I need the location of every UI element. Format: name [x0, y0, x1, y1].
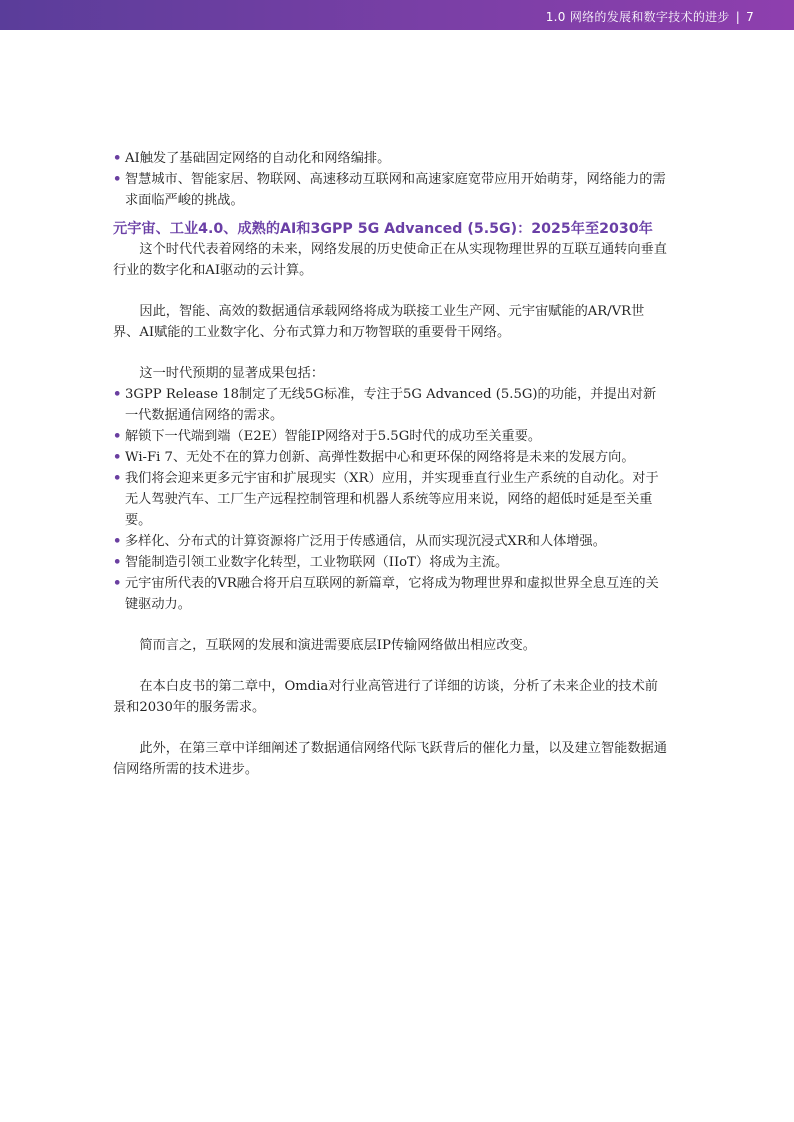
paragraph: 这个时代代表着网络的未来，网络发展的历史使命正在从实现物理世界的互联互通转向垂直行业的数字化和AI驱动的云计算。	[113, 242, 667, 278]
bullet-icon: •	[113, 387, 122, 402]
bullet-icon: •	[113, 555, 122, 570]
header-text	[546, 8, 754, 25]
list-item: • 我们将会迎来更多元宇宙和扩展现实（XR）应用，并实现垂直行业生产系统的自动化。对于无人驾驶汽车、工厂生产远程控制管理和机器人系统等应用来说，网络的超低时延是至关重要。	[113, 468, 669, 531]
bullet-icon: •	[113, 450, 122, 465]
page-content	[113, 148, 669, 780]
list-item: • 解锁下一代端到端（E2E）智能IP网络对于5.5G时代的成功至关重要。	[113, 426, 669, 447]
list-item: • Wi-Fi 7、无处不在的算力创新、高弹性数据中心和更环保的网络将是未来的发展方向。	[113, 447, 669, 468]
bullet-icon: •	[113, 151, 122, 166]
paragraph: 这一时代预期的显著成果包括：	[139, 366, 325, 381]
bullet-icon: •	[113, 534, 122, 549]
bullet-icon: •	[113, 429, 122, 444]
list-item: • 智慧城市、智能家居、物联网、高速移动互联网和高速家庭宽带应用开始萌芽，网络能力的需求面临严峻的挑战。	[113, 169, 669, 211]
header-bar	[0, 0, 794, 30]
list-item: • AI触发了基础固定网络的自动化和网络编排。	[113, 148, 669, 169]
paragraph: 在本白皮书的第二章中，Omdia对行业高管进行了详细的访谈，分析了未来企业的技术前景和2030年的服务需求。	[113, 679, 658, 715]
paragraph: 简而言之，互联网的发展和演进需要底层IP传输网络做出相应改变。	[139, 638, 536, 653]
list-item: • 3GPP Release 18制定了无线5G标准，专注于5G Advanced (5.5G)的功能，并提出对新一代数据通信网络的需求。	[113, 384, 669, 426]
section-title: 1.0 网络的发展和数字技术的进步	[545, 10, 730, 24]
header-separator: |	[735, 10, 741, 24]
bullet-icon: •	[113, 471, 122, 486]
bullet-icon: •	[113, 172, 122, 187]
section-heading: 元宇宙、工业4.0、成熟的AI和3GPP 5G Advanced (5.5G)：2025年至2030年	[113, 221, 653, 237]
outcomes-bullet-list	[113, 384, 669, 615]
bullet-icon: •	[113, 576, 122, 591]
intro-bullet-list	[113, 148, 669, 211]
page-number: 7	[746, 10, 754, 24]
paragraph: 因此，智能、高效的数据通信承载网络将成为联接工业生产网、元宇宙赋能的AR/VR世界、AI赋能的工业数字化、分布式算力和万物智联的重要骨干网络。	[113, 304, 645, 340]
list-item: • 元宇宙所代表的VR融合将开启互联网的新篇章，它将成为物理世界和虚拟世界全息互连的关键驱动力。	[113, 573, 669, 615]
list-item: • 多样化、分布式的计算资源将广泛用于传感通信，从而实现沉浸式XR和人体增强。	[113, 531, 669, 552]
list-item: • 智能制造引领工业数字化转型，工业物联网（IIoT）将成为主流。	[113, 552, 669, 573]
paragraph: 此外，在第三章中详细阐述了数据通信网络代际飞跃背后的催化力量，以及建立智能数据通信网络所需的技术进步。	[113, 741, 667, 777]
